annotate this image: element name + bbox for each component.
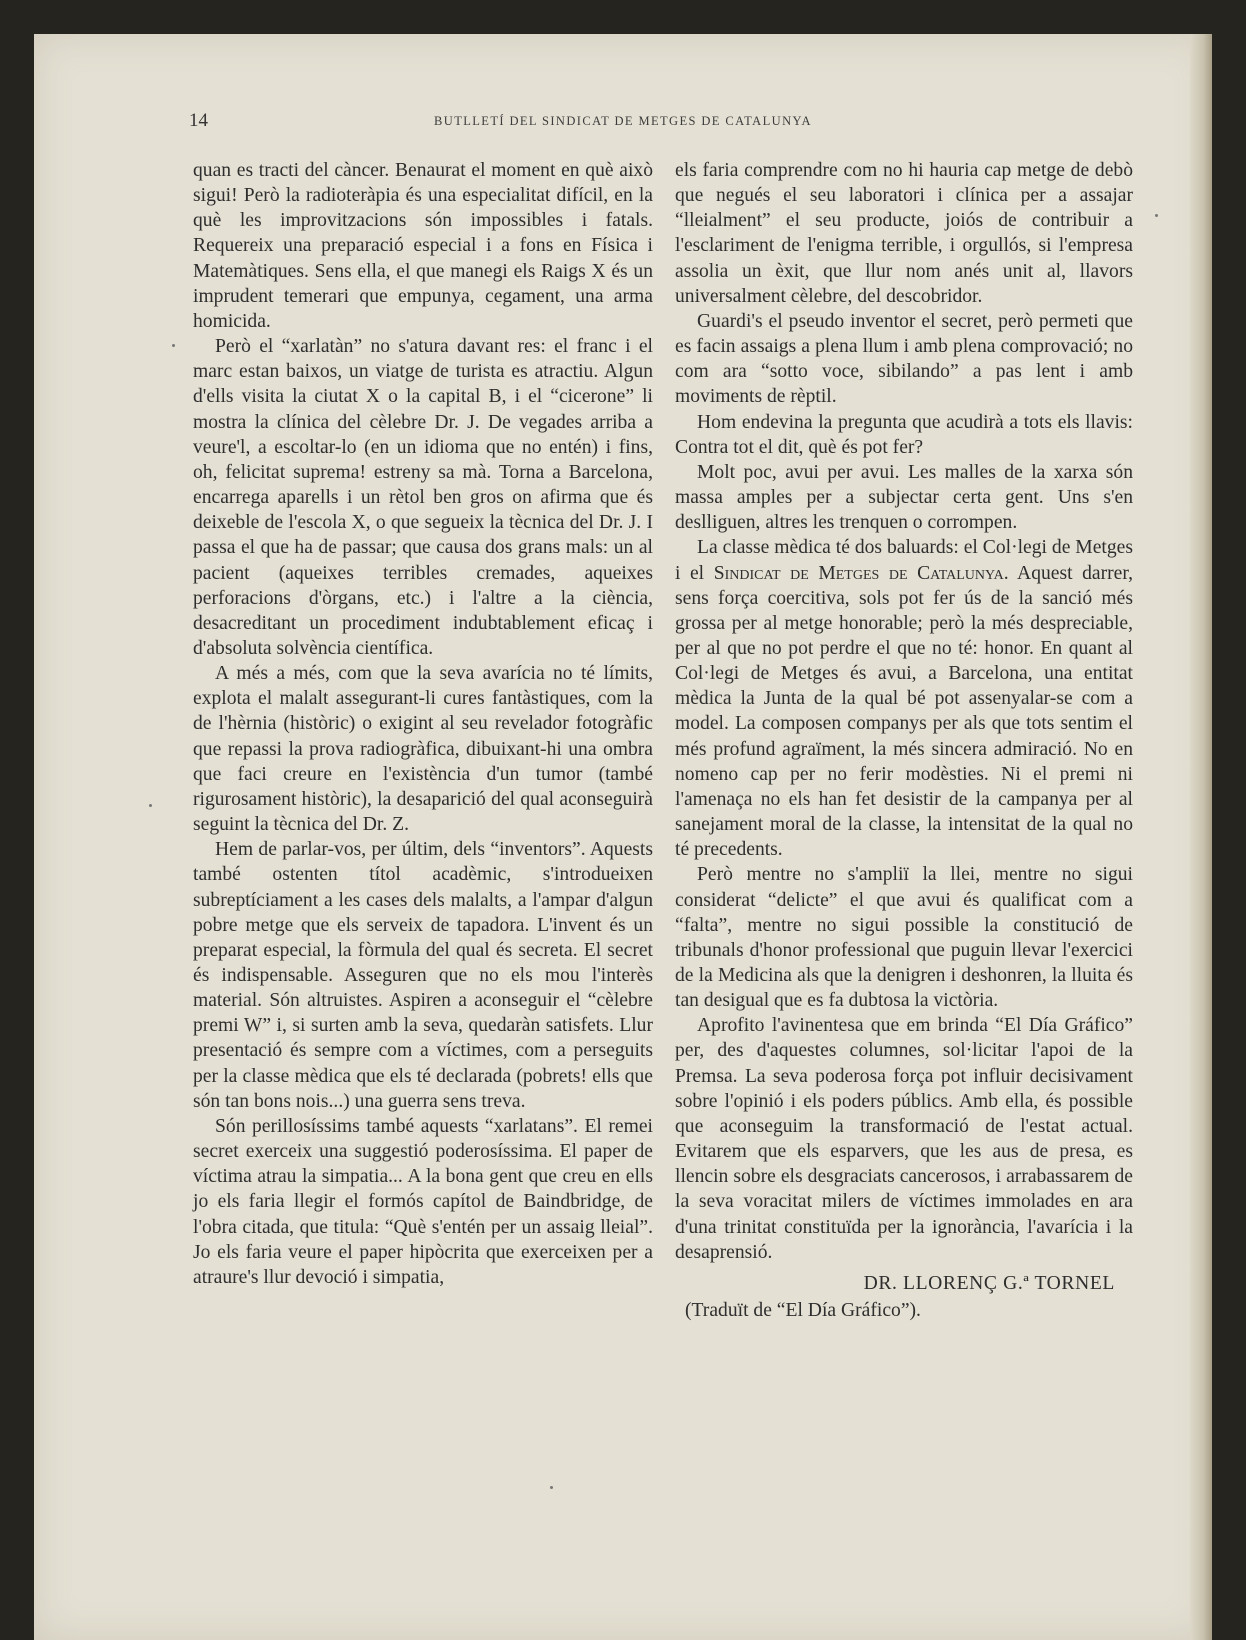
paragraph: Però el “xarlatàn” no s'atura davant res: el franc i el marc estan baixos, un viatge de turista es atractiu. Algun d'ells visita la ciutat X o la capital B, i el “cicerone” li mostra la clínica del cèlebre Dr. J. De vegades arriba a veure'l, a escoltar-lo (en un idioma que no entén) i fins, oh, felicitat suprema! estreny sa mà. Torna a Barcelona, encarrega aparells i un rètol ben gros on afirma que és deixeble de l'escola X, o que segueix la tècnica del Dr. J. I passa el que ha de passar; que causa dos grans mals: un al pacient (aqueixes terribles cremades, aqueixes perforacions d'òrgans, etc.) i l'altre a la ciència, desacreditant un procediment indubtablement eficaç i d'absoluta solvència científica. (193, 336, 653, 659)
page-edge (1190, 34, 1212, 1640)
paragraph: Aprofito l'avinentesa que em brinda “El Día Gráfico” per, des d'aquestes columnes, sol·licitar l'apoi de la Premsa. La seva poderosa força pot influir decisivament sobre l'opinió i els poders públics. Amb ella, és possible que aconseguim la transformació de l'estat actual. Evitarem que els esparvers, que les aus de presa, es llencin sobre els desgraciats cancerosos, i arrabassarem de la seva voracitat milers de víctimes immolades en ara d'una trinitat constituïda per la ignorància, l'avarícia i la desaprensió. (675, 1015, 1133, 1263)
paragraph: Molt poc, avui per avui. Les malles de la xarxa són massa amples per a subjectar certa gent. Uns s'en deslliguen, altres les trenquen o corrompen. (675, 461, 1133, 534)
page-number: 14 (189, 110, 208, 131)
paragraph-text: . Aquest darrer, sens força coercitiva, sols pot fer ús de la sanció més grossa per al metge honorable; però la més despreciable, per al que no pot perdre el que no té: honor. En quant al Col·legi de Metges és avui, a Barcelona, una entitat mèdica la Junta de la qual bé pot assenyalar-se com a model. La composen companys per als que tots sentim el més profund agraïment, la més sincera admiració. No en nomeno cap per no ferir modèsties. Ni el premi ni l'amenaça no els han fet desistir de la campanya per al sanejament moral de la classe, la intensitat de la qual no té precedents. (675, 562, 1133, 861)
paragraph: Són perillosíssims també aquests “xarlatans”. El remei secret exerceix una suggestió poderosíssima. El paper de víctima atrau la simpatia... A la bona gent que creu en ells jo els faria llegir el formós capítol de Baindbridge, de l'obra citada, que titula: “Què s'entén per un assaig lleial”. Jo els faria veure el paper hipòcrita que exerceixen per a atraure's llur devoció i simpatia, (193, 1115, 653, 1288)
page-header (34, 110, 1212, 140)
paragraph: Guardi's el pseudo inventor el secret, però permeti que es facin assaigs a plena llum i amb plena comprovació; no com ara “sotto voce, sibilando” a pas lent i amb moviments de rèptil. (675, 310, 1133, 408)
paragraph: Hom endevina la pregunta que acudirà a tots els llavis: Contra tot el dit, què és pot fer? (675, 411, 1133, 458)
translation-note: (Traduït de “El Día Gráfico”). (685, 1300, 921, 1322)
margin-speck (149, 804, 152, 807)
left-column (193, 158, 653, 1290)
paragraph: A més a més, com que la seva avarícia no té límits, explota el malalt assegurant-li cures fantàstiques, com la de l'hèrnia (històric) o exigint al seu revelador fotogràfic que repassi la prova radiogràfica, dibuixant-hi una ombra que faci creure en l'existència d'un tumor (també rigurosament històric), la desaparició del qual aconseguirà seguint la tècnica del Dr. Z. (193, 663, 653, 836)
paragraph: Hem de parlar-vos, per últim, dels “inventors”. Aquests també ostenten títol acadèmic, s'introdueixen subreptíciament a les cases dels malalts, a l'ampar d'algun pobre metge que els serveix de tapadora. L'invent és un preparat especial, la fòrmula del qual és secreta. El secret és indispensable. Asseguren que no els mou l'interès material. Són altruistes. Aspiren a aconseguir el “cèlebre premi W” i, si surten amb la seva, quedaràn satisfets. Llur presentació és sempre com a víctimes, com a perseguits per la classe mèdica que els té declarada (pobrets! ells que són tan bons nois...) una guerra sens treva. (193, 839, 653, 1112)
running-title: BUTLLETÍ DEL SINDICAT DE METGES DE CATALUNYA (434, 114, 812, 128)
syndicate-name: Sindicat de Metges de Catalunya (713, 562, 1004, 584)
right-column (675, 158, 1133, 1323)
journal-page (34, 34, 1212, 1640)
paragraph: quan es tracti del càncer. Benaurat el moment en què això sigui! Però la radioteràpia és una especialitat difícil, en la què les improvitzacions són impossibles i fatals. Requereix una preparació especial i a fons en Física i Matemàtiques. Sens ella, el que manegi els Raigs X és un imprudent temerari que empunya, cegament, una arma homicida. (193, 160, 653, 332)
margin-speck (172, 344, 175, 347)
paragraph: Però mentre no s'ampliï la llei, mentre no sigui considerat “delicte” el que avui és qualificat com a “falta”, mentre no sigui possible la constitució de tribunals d'honor professional que puguin llevar l'exercici de la Medicina als que la denigren i deshonren, la lluita és tan desigual que es fa dubtosa la victòria. (675, 864, 1133, 1012)
margin-speck (1155, 214, 1158, 217)
paragraph (675, 535, 1133, 862)
paragraph-text: La classe mèdica té dos baluards: el Col·legi de Metges i el (675, 537, 1133, 584)
author-signature: DR. LLORENÇ G.ª TORNEL (863, 1272, 1115, 1294)
paragraph: els faria comprendre com no hi hauria cap metge de debò que negués el seu laboratori i clínica per a assajar “lleialment” el seu producte, joiós de contribuir a l'esclariment de l'enigma terrible, i orgullós, si l'empresa assolia un èxit, que llur nom anés unit al, llavors universalment cèlebre, del descobridor. (675, 160, 1133, 307)
margin-speck (550, 1486, 553, 1489)
